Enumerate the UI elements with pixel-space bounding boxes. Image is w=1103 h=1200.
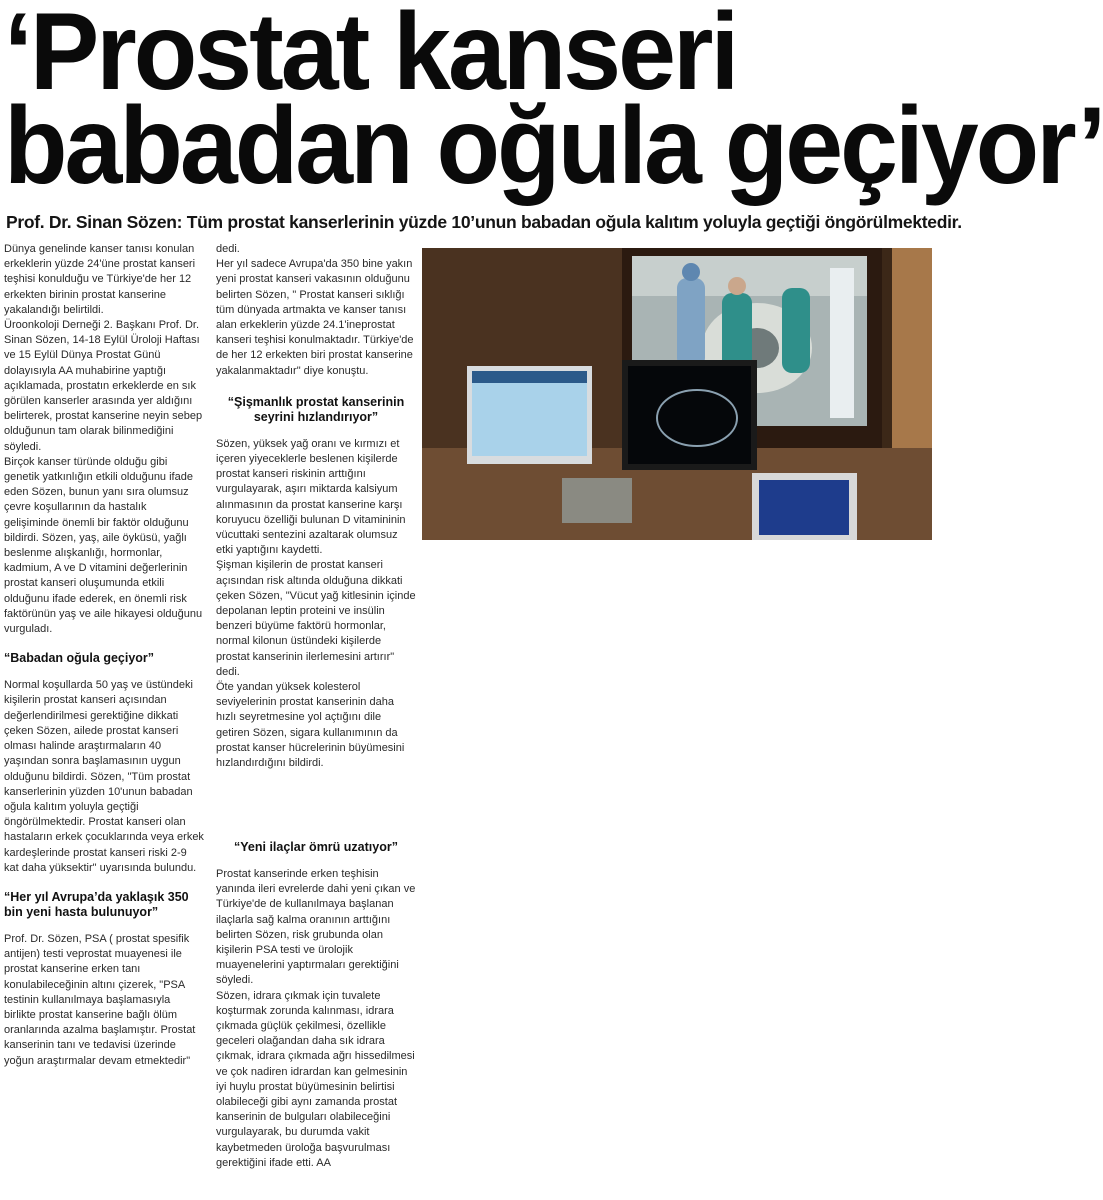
headline-line-1: ‘Prostat kanseri bbox=[4, 0, 737, 113]
monitor-left-header bbox=[472, 371, 587, 383]
section-heading: “Babadan oğula geçiyor” bbox=[4, 651, 155, 666]
paragraph: dedi. bbox=[216, 243, 240, 255]
section-heading: “Şişmanlık prostat kanserinin seyrini hızlandırıyor” bbox=[227, 394, 405, 424]
subheadline: Prof. Dr. Sinan Sözen: Tüm prostat kanserlerinin yüzde 10’unun babadan oğula kalıtım yoluyla geçtiği öngörülmektedir. bbox=[6, 212, 962, 232]
surgeon-4 bbox=[830, 268, 854, 418]
paragraph: Öte yandan yüksek kolesterol seviyelerinin prostat kanserinin daha hızlı seyretmesine yol açtığını dile getiren Sözen, sigara kullanımının da prostat kanser hücrelerinin büyümesini hızlandırdığını bildirdi. bbox=[216, 681, 405, 770]
photo-illustration bbox=[422, 248, 932, 540]
surgeon-1-cap bbox=[682, 263, 700, 281]
keyboard-device bbox=[562, 478, 632, 523]
surgeon-1 bbox=[677, 278, 705, 368]
laptop-screen bbox=[759, 480, 849, 535]
paragraph: Prof. Dr. Sözen, PSA ( prostat spesifik antijen) testi veprostat muayenesi ile prostat kanserine erken tanı konulabileceğinin altını çizerek, "PSA testinin kullanılmaya başlamasıyla birlikte prostat kanserine bağlı ölüm oranlarında azalma başlamıştır. Prostat kanserinin tanı ve tedavisi üzerinde yoğun araştırmalar devam etmektedir" bbox=[4, 932, 196, 1067]
headline bbox=[4, 0, 1103, 207]
article-column-1 bbox=[4, 242, 204, 1069]
article-column-2 bbox=[216, 242, 416, 771]
paragraph: Sözen, idrara çıkmak için tuvalete koşturmak zorunda kalınması, idrara çıkmada güçlük çekilmesi, özellikle geceleri olağandan daha sık idrara çıkmak, idrara çıkmada ağrı hissedilmesi ve çok nadiren idrardan kan gelmesinin iyi huylu prostat büyümesinin belirtisi olabileceği gibi aynı zamanda prostat kanserinin de bulguları olabileceğini vurgulayarak, bu durumda vakit kaybetmeden üroloğa başvurulması gerektiğini ifade etti. AA bbox=[216, 989, 415, 1169]
monitor-right-screen bbox=[628, 366, 751, 464]
paragraph: Sözen, yüksek yağ oranı ve kırmızı et içeren yiyeceklerle beslenen kişilerde prostat kanseri riskinin arttığını vurgulayarak, aşırı miktarda kalsiyum alınmasının da prostat kanserine karşı koruyucu özelliği bulunan D vitamininin vücuttaki sentezini azaltarak olumsuz etki yaptığını kaydetti. bbox=[216, 437, 406, 557]
paragraph: Birçok kanser türünde olduğu gibi genetik yatkınlığın etkili olduğunu ifade eden Sözen, bunun yanı sıra olumsuz çevre koşullarının da hastalık gelişiminde önemli bir faktör olduğunu bildirdi. Sözen, yaş, aile öyküsü, yağlı beslenme alışkanlığı, hormonlar, kadmium, A ve D vitamini değerlerinin prostat kanseri oluşumunda etkili olduğunu ifade ederek, en önemli risk faktörünün yaş ve aile hikayesi olduğunu vurguladı. bbox=[4, 455, 203, 636]
paragraph: Üroonkoloji Derneği 2. Başkanı Prof. Dr. Sinan Sözen, 14-18 Eylül Üroloji Haftası ve 15 Eylül Dünya Prostat Günü dolayısıyla AA muhabirine yaptığı açıklamada, prostatın erkeklerde en sık görülen kanserler arasında yer aldığını belirterek, prostat kanserine neyin sebep olduğunun tam olarak bilinmediğini söyledi. bbox=[4, 319, 203, 453]
surgeon-3 bbox=[782, 288, 810, 373]
monitor-left-screen bbox=[472, 371, 587, 456]
operating-room-photo bbox=[422, 248, 932, 540]
article-column-3 bbox=[216, 840, 416, 1171]
headline-line-2: babadan oğula geçiyor’ bbox=[4, 85, 1103, 207]
paragraph: Prostat kanserinde erken teşhisin yanında ileri evrelerde dahi yeni çıkan ve Türkiye'de de kullanılmaya başlanan ilaçlarla sağ kalma oranının arttığını belirten Sözen, risk grubunda olan kişilerin PSA testi ve ürolojik muayenelerini yaptırmaları gerektiğini söyledi. bbox=[216, 868, 416, 987]
surgeon-2-head bbox=[728, 277, 746, 295]
paragraph: Her yıl sadece Avrupa'da 350 bine yakın yeni prostat kanseri vakasının olduğunu belirten Sözen, " Prostat kanseri sıklığı tüm dünyada artmakta ve kanser tanısı alan erkeklerin yüzde 24.1'ineprostat kanseri teşhisi konulmaktadır. Türkiye'de de her 12 erkekten biri prostat kanserine yakalanmaktadır" diye konuştu. bbox=[216, 258, 414, 377]
section-heading: “Yeni ilaçlar ömrü uzatıyor” bbox=[234, 840, 398, 854]
section-heading: “Her yıl Avrupa’da yaklaşık 350 bin yeni hasta bulunuyor” bbox=[4, 889, 189, 919]
paragraph: Dünya genelinde kanser tanısı konulan erkeklerin yüzde 24'üne prostat kanseri teşhisi konulduğu ve Türkiye'de her 12 erkekten birinin prostat kanserine yakalandığı belirtildi. bbox=[4, 243, 196, 316]
paragraph: Normal koşullarda 50 yaş ve üstündeki kişilerin prostat kanseri açısından değerlendirilmesi gerektiğine dikkati çeken Sözen, ailede prostat kanseri olması halinde araştırmaların 40 yaşından sonra başlamasının uygun olduğunu bildirdi. Sözen, "Tüm prostat kanserlerinin yüzden 10'unun babadan oğula kalıtım yoluyla geçtiği öngörülmektedir. Prostat kanseri olan hastaların erkek çocuklarında veya erkek kardeşlerinde prostat kanseri riski 2-9 kat daha yüksektir" uyarısında bulundu. bbox=[4, 679, 204, 874]
paragraph: Şişman kişilerin de prostat kanseri açısından risk altında olduğuna dikkati çeken Sözen, "Vücut yağ kitlesinin içinde depolanan leptin proteini ve insülin benzeri büyüme faktörü hormonlar, normal kilonun üstündeki kişilerde prostat kanserinin ilerlemesini artırır" dedi. bbox=[216, 559, 416, 678]
